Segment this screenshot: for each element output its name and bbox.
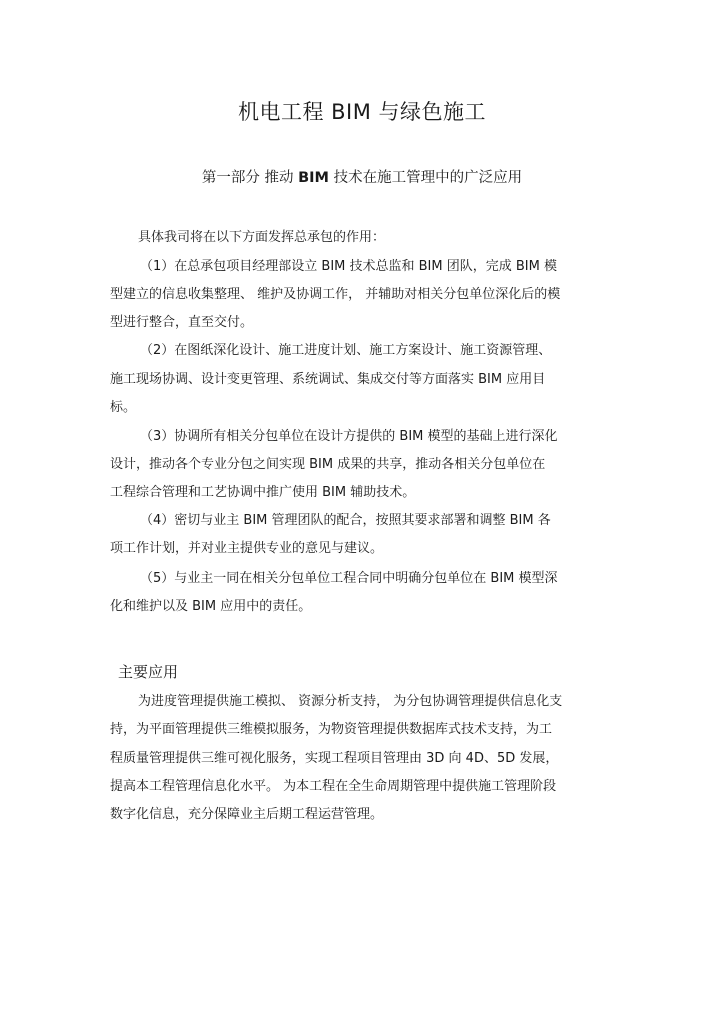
item2-line: 施工现场协调、设计变更管理、系统调试、集成交付等方面落实 BIM 应用目 xyxy=(110,372,546,387)
subtitle-post: 技术在施工管理中的广泛应用 xyxy=(329,170,523,186)
section2-line: 为进度管理提供施工模拟、 资源分析支持， 为分包协调管理提供信息化支 xyxy=(138,694,563,709)
item1-line: 型建立的信息收集整理、 维护及协调工作， 并辅助对相关分包单位深化后的模 xyxy=(110,287,561,302)
item1-line: （1）在总承包项目经理部设立 BIM 技术总监和 BIM 团队，完成 BIM 模 xyxy=(140,259,557,274)
subtitle-bold: BIM xyxy=(298,170,329,186)
item3-line: （3）协调所有相关分包单位在设计方提供的 BIM 模型的基础上进行深化 xyxy=(140,429,558,444)
section-subtitle xyxy=(0,166,724,187)
item2-line: （2）在图纸深化设计、施工进度计划、施工方案设计、施工资源管理、 xyxy=(140,343,552,358)
item3-line: 设计，推动各个专业分包之间实现 BIM 成果的共享，推动各相关分包单位在 xyxy=(110,457,546,472)
section2-line: 数字化信息，充分保障业主后期工程运营管理。 xyxy=(110,807,384,822)
item5-line: （5）与业主一同在相关分包单位工程合同中明确分包单位在 BIM 模型深 xyxy=(140,571,558,586)
intro-paragraph: 具体我司将在以下方面发挥总承包的作用： xyxy=(138,230,386,245)
section-heading: 主要应用 xyxy=(118,663,179,681)
section2-line: 提高本工程管理信息化水平。 为本工程在全生命周期管理中提供施工管理阶段 xyxy=(110,779,557,794)
subtitle-pre: 第一部分 推动 xyxy=(201,170,299,186)
item4-line: （4）密切与业主 BIM 管理团队的配合，按照其要求部署和调整 BIM 各 xyxy=(140,513,551,528)
item3-line: 工程综合管理和工艺协调中推广使用 BIM 辅助技术。 xyxy=(110,485,416,500)
item4-line: 项工作计划，并对业主提供专业的意见与建议。 xyxy=(110,541,384,556)
item2-line: 标。 xyxy=(110,400,137,415)
section2-line: 程质量管理提供三维可视化服务，实现工程项目管理由 3D 向 4D、5D 发展， xyxy=(110,751,559,766)
item5-line: 化和维护以及 BIM 应用中的责任。 xyxy=(110,599,312,614)
section2-line: 持，为平面管理提供三维模拟服务，为物资管理提供数据库式技术支持，为工 xyxy=(110,722,553,737)
document-title: 机电工程 BIM 与绿色施工 xyxy=(237,100,487,124)
item1-line: 型进行整合，直至交付。 xyxy=(110,315,254,330)
